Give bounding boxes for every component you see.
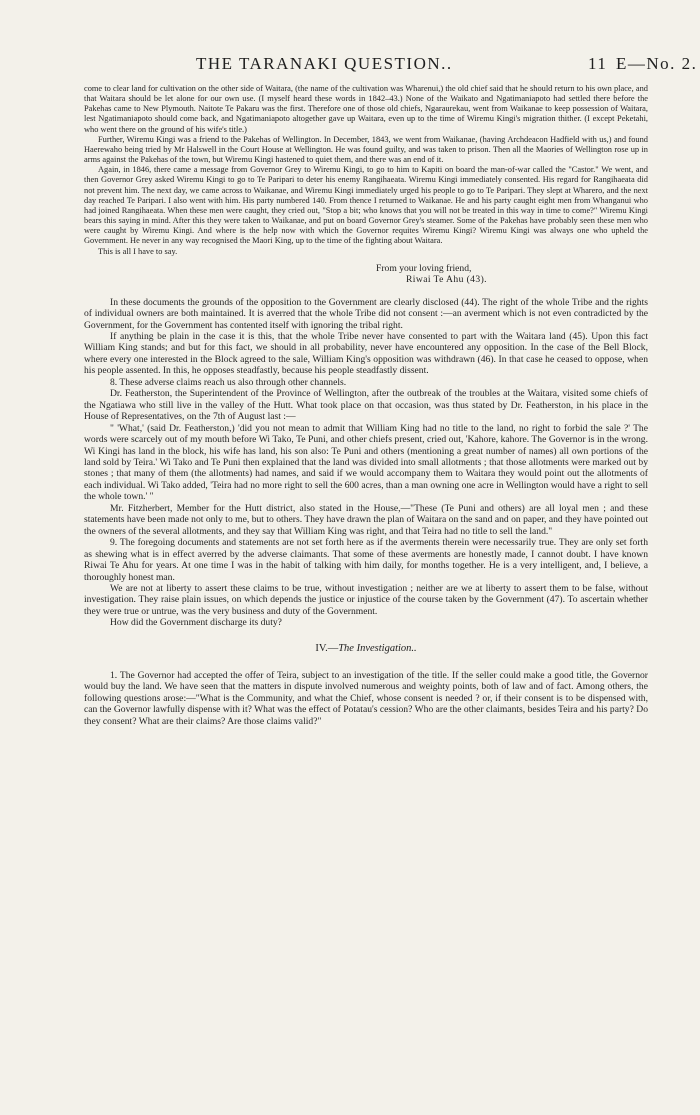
body-paragraph: " 'What,' (said Dr. Featherston,) 'did you not mean to admit that William King had no title to the land, no right to forbid the sale ?' The words were scarcely out of my mouth before Wi Tako, Te Puni, and other chiefs present, cried out, 'Kahore, kahore. The Governor is in the wrong. Wi Kingi has land in the block, his wife has land, his son also: Te Puni and others (mentioning a great number of names) all own portions of the land sold by Teira.' Wi Tako and Te Puni then explained that the land was divided into small allotments ; that those allotments were marked out by stones ; that many of them (the allotments) had names, and said if we would accompany them to Waitara they would point out the allotments of each individual. Wi Tako added, 'Teira had no more right to sell the 600 acres, than a man owning one acre in Wellington would have a right to sell the whole town.' " (84, 422, 648, 503)
letter-paragraph: Again, in 1846, there came a message from Governor Grey to Wiremu Kingi, to go to him to Kapiti on board the man-of-war called the "Castor." We went, and then Governor Grey asked Wiremu Kingi to go to Te Paripari to deter his enemy Rangihaeata. Wiremu Kingi immediately consented. His regard for Rangihaeata did not prevent him. The next day, we came across to Waikanae, and Wiremu Kingi immediately urged his people to go to Te Paripari. They slept at Wharero, and the next day reached Te Paripari. I also went with him. His party numbered 140. From thence I returned to Waikanae. He and his party caught eight men from Whanganui who had joined Rangihaeata. When these men were caught, they cried out, "Stop a bit; who knows that you will not be treated in this way in time to come?" Wiremu Kingi bears this saying in mind. After this they were taken to Waikanae, and put on board Governor Grey's steamer. Some of the Pakehas have probably seen these men who were caught by Wiremu Kingi. And where is the help now with which the Governor requites Wiremu Kingi? Wiremu Kingi was always one who upheld the Government. He never in any way recognised the Maori King, up to the time of the fighting about Waitara. (84, 165, 648, 246)
page-body (84, 84, 648, 727)
running-title: THE TARANAKI QUESTION.. (196, 54, 453, 73)
letter-closing: From your loving friend, (376, 262, 472, 274)
body-paragraph: Dr. Featherston, the Superintendent of the Province of Wellington, after the outbreak of the troubles at the Waitara, visited some chiefs of the Ngatiawa who still live in the valley of the Hutt. What took place on that occasion, was thus stated by Dr. Featherston, in his place in the House of Representatives, on the 7th of August last :— (84, 388, 648, 423)
quoted-letter (84, 84, 648, 285)
section-title: The Investigation.. (338, 642, 417, 654)
letter-signature: Riwai Te Ahu (43). (406, 273, 487, 285)
body-paragraph: 9. The foregoing documents and statements are not set forth here as if the averments therein were necessarily true. They are only set forth as shewing what is in effect averred by the adverse claimants. That some of these averments are honestly made, I cannot doubt. I have known Riwai Te Ahu for years. At one time I was in the habit of talking with him daily, for months together. He is a very intelligent, and, I believe, a thoroughly honest man. (84, 537, 648, 583)
section-numeral: IV.— (315, 642, 339, 654)
letter-paragraph: This is all I have to say. (98, 246, 178, 256)
page-header (0, 54, 700, 74)
body-paragraph: 1. The Governor had accepted the offer of Teira, subject to an investigation of the title. If the seller could make a good title, the Governor would buy the land. We have seen that the matters in dispute involved numerous and weighty points, both of law and of fact. Among others, the following questions arose:—"What is the Community, and what the Chief, whose consent is needed ? or, if their consent is to be dispensed with, can the Governor lawfully dispense with it? What was the effect of Potatau's cession? Who are the other claimants, besides Teira and his party? Do they consent? What are their claims? Are those claims valid?" (84, 669, 648, 727)
main-text (84, 297, 648, 727)
body-paragraph: 8. These adverse claims reach us also through other channels. (110, 376, 347, 388)
body-paragraph: How did the Government discharge its duty? (110, 617, 282, 629)
page-number: 11 (588, 54, 608, 73)
letter-paragraph: come to clear land for cultivation on the other side of Waitara, (the name of the cultivation was Wharenui,) the old chief said that he should return to his own place, and that Waitara should be let alone for our own use. (I myself heard these words in 1842–43.) None of the Waikato and Ngatimaniapoto had settled there before the Pakehas came to New Plymouth. Naitote Te Pakaru was the first. Therefore one of those old chiefs, Ngaraurekau, went from Waikanae to keep possession of Waitara, lest Ngatimaniapoto should come back, and Ngatimaniapoto altogether gave up Waitara, even up to the time of Wiremu Kingi's migration thither. (I except Peketahi, who went there on the ground of his wife's title.) (84, 84, 648, 134)
document-reference: E—No. 2. (616, 54, 698, 73)
body-paragraph: Mr. Fitzherbert, Member for the Hutt district, also stated in the House,—"These (Te Puni and others) are all loyal men ; and these statements have been made not only to me, but to others. They have drawn the plan of Waitara on the sand and on paper, and they have pointed out the owners of the several allotments, and they say that William King was right, and that Teira had no title to sell the land." (84, 502, 648, 537)
body-paragraph: We are not at liberty to assert these claims to be true, without investigation ; neither are we at liberty to assert them to be false, without investigation. They raise plain issues, on which depends the justice or injustice of the course taken by the Government (47). To ascertain whether they were true or untrue, was the very business and duty of the Government. (84, 582, 648, 617)
section-heading (84, 643, 648, 654)
body-paragraph: In these documents the grounds of the opposition to the Government are clearly disclosed (44). The right of the whole Tribe and the rights of individual owners are both maintained. It is averred that the whole Tribe did not consent :—an averment which is not even contradicted by the Government, for the Government has contented itself with ignoring the tribal right. (84, 296, 648, 331)
body-paragraph: If anything be plain in the case it is this, that the whole Tribe never have consented to part with the Waitara land (45). Upon this fact William King stands; and but for this fact, we should in all probability, never have encountered any opposition. In the case of the Bell Block, where every one interested in the Block agreed to the sale, William King's opposition was withdrawn (46). In that case he ceased to oppose, when his people assented. In this, he opposes steadfastly, because his people steadfastly dissent. (84, 331, 648, 377)
letter-paragraph: Further, Wiremu Kingi was a friend to the Pakehas of Wellington. In December, 1843, we went from Waikanae, (having Archdeacon Hadfield with us,) and found Haerewaho being tried by Mr Halswell in the Court House at Wellington. He was found guilty, and was taken to prison. Then all the Maories of Wellington rose up in arms against the Pakehas of the town, but Wiremu Kingi hastened to quiet them, and there was an end of it. (84, 134, 648, 165)
